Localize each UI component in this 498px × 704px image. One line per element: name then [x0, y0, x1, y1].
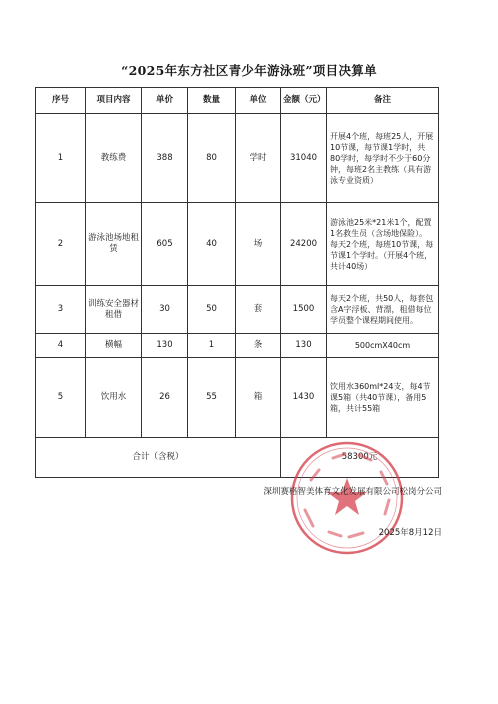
table-row: [36, 203, 439, 286]
header-qty: 数量: [188, 88, 236, 114]
table-row: [36, 286, 439, 334]
row-note: 500cmX40cm: [327, 334, 439, 358]
row-price: 30: [142, 286, 188, 334]
row-amount: 1500: [281, 286, 327, 334]
table-row: [36, 114, 439, 203]
total-value: 58300元: [281, 438, 439, 478]
row-price: 388: [142, 114, 188, 203]
row-unit: 箱: [236, 358, 281, 438]
row-amount: 1430: [281, 358, 327, 438]
budget-table: [35, 87, 439, 478]
row-price: 605: [142, 203, 188, 286]
row-price: 26: [142, 358, 188, 438]
row-no: 5: [36, 358, 86, 438]
row-unit: 套: [236, 286, 281, 334]
row-amount: 31040: [281, 114, 327, 203]
row-qty: 40: [188, 203, 236, 286]
row-qty: 50: [188, 286, 236, 334]
row-no: 3: [36, 286, 86, 334]
header-item: 项目内容: [86, 88, 142, 114]
row-unit: 场: [236, 203, 281, 286]
document-title: “2025年东方社区青少年游泳班”项目决算单: [121, 63, 377, 78]
row-amount: 130: [281, 334, 327, 358]
row-unit: 条: [236, 334, 281, 358]
row-item: 饮用水: [86, 358, 142, 438]
total-label: 合计（含税）: [36, 438, 281, 478]
row-no: 1: [36, 114, 86, 203]
table-header-row: [36, 88, 439, 114]
row-note: 饮用水360ml*24支，每4节课5箱（共40节课），备用5箱，共计55箱: [327, 358, 439, 438]
row-item: 教练费: [86, 114, 142, 203]
row-no: 2: [36, 203, 86, 286]
row-item: 横幅: [86, 334, 142, 358]
row-no: 4: [36, 334, 86, 358]
header-amount: 金额（元）: [281, 88, 327, 114]
table-row: [36, 358, 439, 438]
row-note: 开展4个班，每班25人，开展10节课，每节课1学时，共80学时，每学时不少于60分钟，每班2名主教练（具有游泳专业资质）: [327, 114, 439, 203]
row-note: 游泳池25米*21米1个，配置1名救生员（含场地保险）。每天2个班，每班10节课，每节课1个学时。（开展4个班，共计40场）: [327, 203, 439, 286]
company-name: 深圳赛格智美体育文化发展有限公司松岗分公司: [263, 487, 442, 497]
header-no: 序号: [36, 88, 86, 114]
row-price: 130: [142, 334, 188, 358]
company-seal: [289, 440, 405, 556]
row-amount: 24200: [281, 203, 327, 286]
row-qty: 1: [188, 334, 236, 358]
row-unit: 学时: [236, 114, 281, 203]
row-note: 每天2个班，共50人，每套包含A字浮板、背漂，租借每位学员整个课程期间使用。: [327, 286, 439, 334]
row-qty: 55: [188, 358, 236, 438]
document-date: 2025年8月12日: [378, 528, 442, 538]
header-note: 备注: [327, 88, 439, 114]
row-item: 游泳池场地租赁: [86, 203, 142, 286]
table-row: [36, 334, 439, 358]
header-price: 单价: [142, 88, 188, 114]
row-item: 训练安全器材租借: [86, 286, 142, 334]
header-unit: 单位: [236, 88, 281, 114]
row-qty: 80: [188, 114, 236, 203]
